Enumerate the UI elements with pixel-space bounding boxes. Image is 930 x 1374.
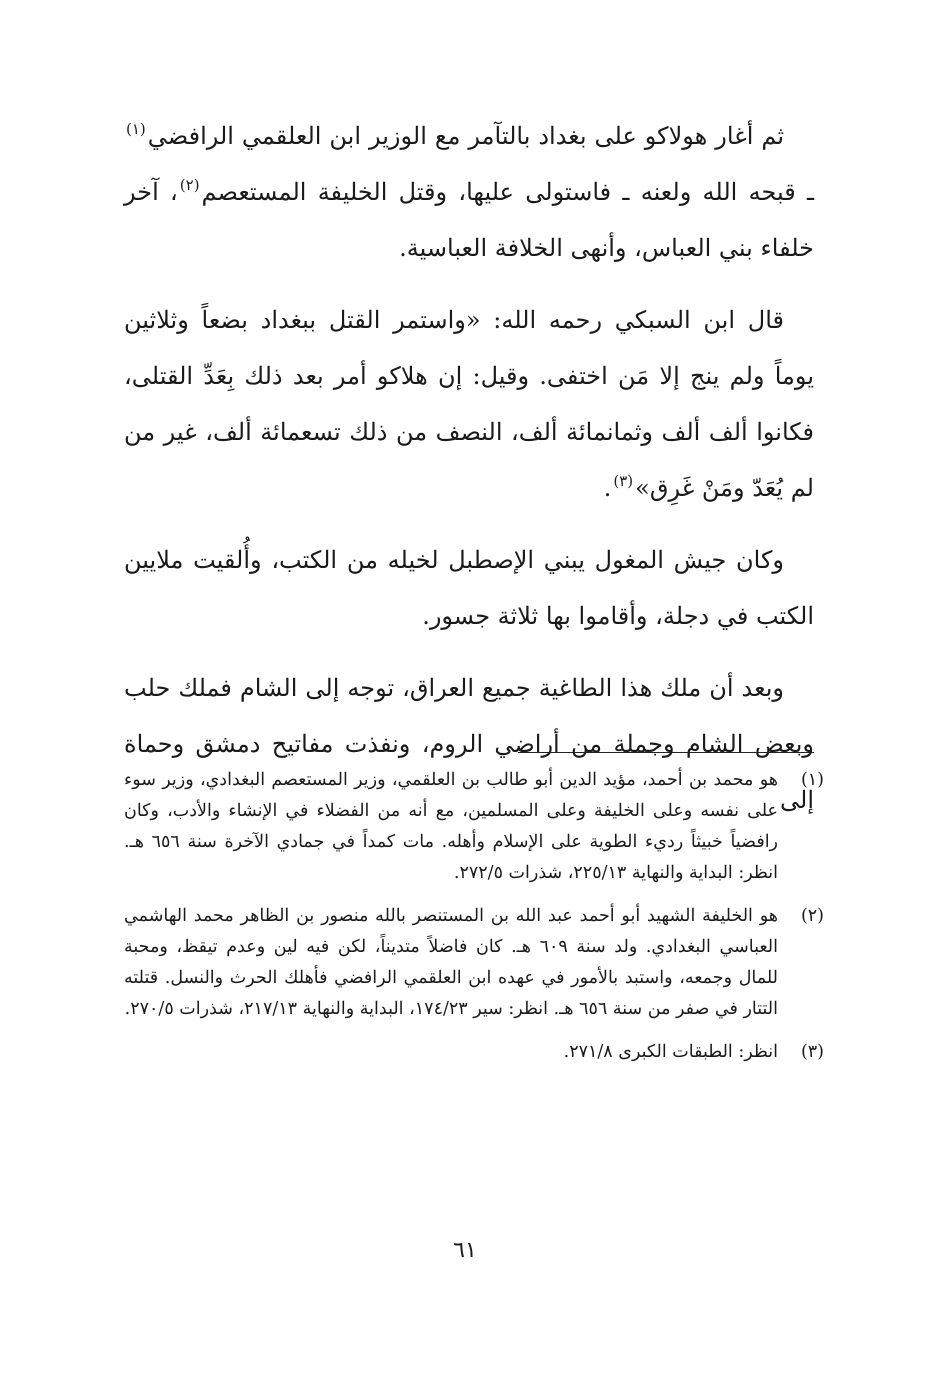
paragraph-3: وكان جيش المغول يبني الإصطبل لخيله من الكتب، وأُلقيت ملايين الكتب في دجلة، وأقاموا بها ثلاثة جسور. (124, 546, 814, 630)
footnote-number: (٣) (800, 1042, 824, 1062)
footnote-ref-1: (١) (126, 120, 146, 138)
footnote-ref-2: (٢) (179, 176, 200, 194)
paragraph-2-part-2: . (603, 474, 612, 502)
paragraph-1-part-3: ، آخر خلفاء بني العباس، وأنهى الخلافة العباسية. (124, 178, 814, 262)
footnote-3 (124, 1037, 824, 1068)
footnote-text: هو محمد بن أحمد، مؤيد الدين أبو طالب بن العلقمي، وزير المستعصم البغدادي، وزير سوء على نفسه وعلى الخليفة وعلى المسلمين، مع أنه من الفضلاء في الإنشاء والأدب، وكان رافضياً خبيثاً رديء الطوية على الإسلام وأهله. مات كمداً في جمادي الآخرة سنة ٦٥٦ هـ. انظر: البداية والنهاية ٢٢٥/١٣، شذرات ٢٧٢/٥. (124, 770, 779, 883)
footnote-1 (124, 765, 824, 889)
page-number: ٦١ (453, 1238, 477, 1263)
footnote-text: هو الخليفة الشهيد أبو أحمد عبد الله بن المستنصر بالله منصور بن الظاهر محمد الهاشمي العباسي البغدادي. ولد سنة ٦٠٩ هـ. كان فاضلاً متديناً، لكن فيه لين وعدم تيقظ، ومحبة للمال وجمعه، واستبد بالأمور في عهده ابن العلقمي الرافضي فأهلك الحرث والنسل. قتلته التتار في صفر من سنة ٦٥٦ هـ. انظر: سير ١٧٤/٢٣، البداية والنهاية ٢١٧/١٣، شذرات ٢٧٠/٥. (124, 906, 778, 1019)
footnote-2 (124, 901, 824, 1025)
footnote-number: (٢) (800, 906, 824, 926)
paragraph-1-part-1: ثم أغار هولاكو على بغداد بالتآمر مع الوزير ابن العلقمي الرافضي (147, 122, 784, 150)
footnote-ref-3: (٣) (613, 472, 634, 490)
paragraph-1-part-2: ـ قبحه الله ولعنه ـ فاستولى عليها، وقتل الخليفة المستعصم (201, 178, 814, 206)
main-text (124, 108, 814, 844)
paragraph-4: وبعد أن ملك هذا الطاغية جميع العراق، توجه إلى الشام فملك حلب وبعض الشام وجملة من أراضي الروم، ونفذت مفاتيح دمشق وحماة إلى (124, 674, 814, 814)
paragraph-2-part-1: قال ابن السبكي رحمه الله: «واستمر القتل ببغداد بضعاً وثلاثين يوماً ولم ينج إلا مَن اختفى. وقيل: إن هلاكو أمر بعد ذلك بِعَدِّ القتلى، فكانوا ألف ألف وثمانمائة ألف، النصف من ذلك تسعمائة ألف، غير من لم يُعَدّ ومَنْ غَرِق» (124, 306, 815, 502)
footnote-text: انظر: الطبقات الكبرى ٢٧١/٨. (563, 1042, 778, 1062)
paragraph-1 (124, 108, 814, 276)
paragraph-2 (124, 292, 814, 516)
footnotes (124, 765, 824, 1080)
footnote-separator (518, 752, 814, 753)
footnote-number: (١) (800, 770, 824, 790)
